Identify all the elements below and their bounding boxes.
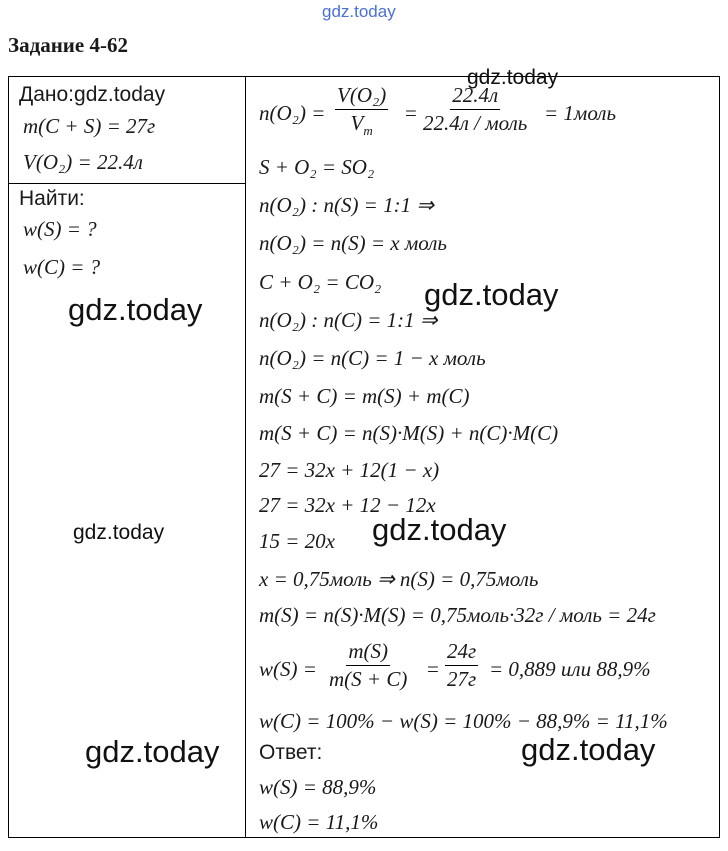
find-ws: w(S) = ? — [23, 217, 97, 241]
sol-line: 27 = 32x + 12 − 12x — [259, 493, 436, 517]
sol-line: n(O₂) = n(S) = x моль — [259, 231, 447, 255]
sol-line: m(S + C) = n(S)·M(S) + n(C)·M(C) — [259, 421, 559, 445]
fraction-v-over-vm — [335, 83, 388, 139]
header-watermark: gdz.today — [322, 2, 396, 21]
sol-line: n(O₂) : n(S) = 1:1 ⇒ — [259, 193, 434, 217]
sol-line1-left: n(O₂) = — [259, 101, 326, 125]
fraction-numerator: m(S) — [346, 639, 390, 666]
answer-ws: w(S) = 88,9% — [259, 775, 377, 799]
fraction-volume-ratio — [423, 83, 527, 136]
given-label: Дано:gdz.today — [19, 83, 166, 106]
find-label: Найти: — [19, 187, 85, 210]
fraction-numerator: V(O₂) — [335, 83, 388, 110]
watermark: gdz.today — [372, 512, 507, 547]
watermark: gdz.today — [424, 277, 559, 312]
answer-label: Ответ: — [259, 741, 323, 764]
watermark: gdz.today — [467, 66, 559, 89]
sol-eq1: = — [405, 101, 417, 125]
given-mass: m(C + S) = 27г — [23, 114, 156, 138]
given-volume: V(O₂) = 22.4л — [23, 150, 143, 174]
row-divider — [9, 183, 245, 184]
watermark: gdz.today — [68, 292, 203, 327]
sol-line: C + O₂ = CO₂ — [259, 270, 382, 294]
sol-line: m(S) = n(S)·M(S) = 0,75моль·32г / моль = 24г — [259, 603, 656, 627]
sol-line: 27 = 32x + 12(1 − x) — [259, 458, 440, 482]
sol-line: n(O₂) = n(C) = 1 − x моль — [259, 346, 486, 370]
fraction-denominator: m(S + C) — [329, 667, 408, 691]
ws-result: = 0,889 или 88,9% — [489, 657, 651, 681]
watermark: gdz.today — [521, 732, 656, 767]
sol-line: S + O₂ = SO₂ — [259, 155, 375, 179]
fraction-numerator: 22.4л — [450, 83, 500, 110]
fraction-denominator: $V_m$ — [350, 111, 373, 139]
column-divider — [245, 77, 246, 837]
find-wc: w(C) = ? — [23, 255, 101, 279]
task-title: Задание 4-62 — [8, 33, 128, 57]
sol-line1-result: = 1моль — [544, 101, 617, 125]
sol-line: 15 = 20x — [259, 529, 335, 553]
sol-line: n(O₂) : n(C) = 1:1 ⇒ — [259, 308, 438, 332]
sol-line: x = 0,75моль ⇒ n(S) = 0,75моль — [259, 567, 539, 591]
wc-line: w(C) = 100% − w(S) = 100% − 88,9% = 11,1% — [259, 709, 668, 733]
fraction-denominator: 27г — [447, 667, 477, 691]
fraction-numerator: 24г — [445, 639, 478, 666]
fraction-mass-ratio — [329, 639, 407, 692]
fraction-24-27 — [445, 639, 478, 692]
ws-left: w(S) = — [259, 657, 317, 681]
sol-line: m(S + C) = m(S) + m(C) — [259, 384, 470, 408]
solution-table — [8, 76, 720, 838]
watermark: gdz.today — [73, 521, 165, 544]
watermark: gdz.today — [85, 734, 220, 769]
fraction-denominator: 22.4л / моль — [423, 111, 528, 135]
ws-eq: = — [427, 657, 439, 681]
answer-wc: w(C) = 11,1% — [259, 810, 379, 834]
